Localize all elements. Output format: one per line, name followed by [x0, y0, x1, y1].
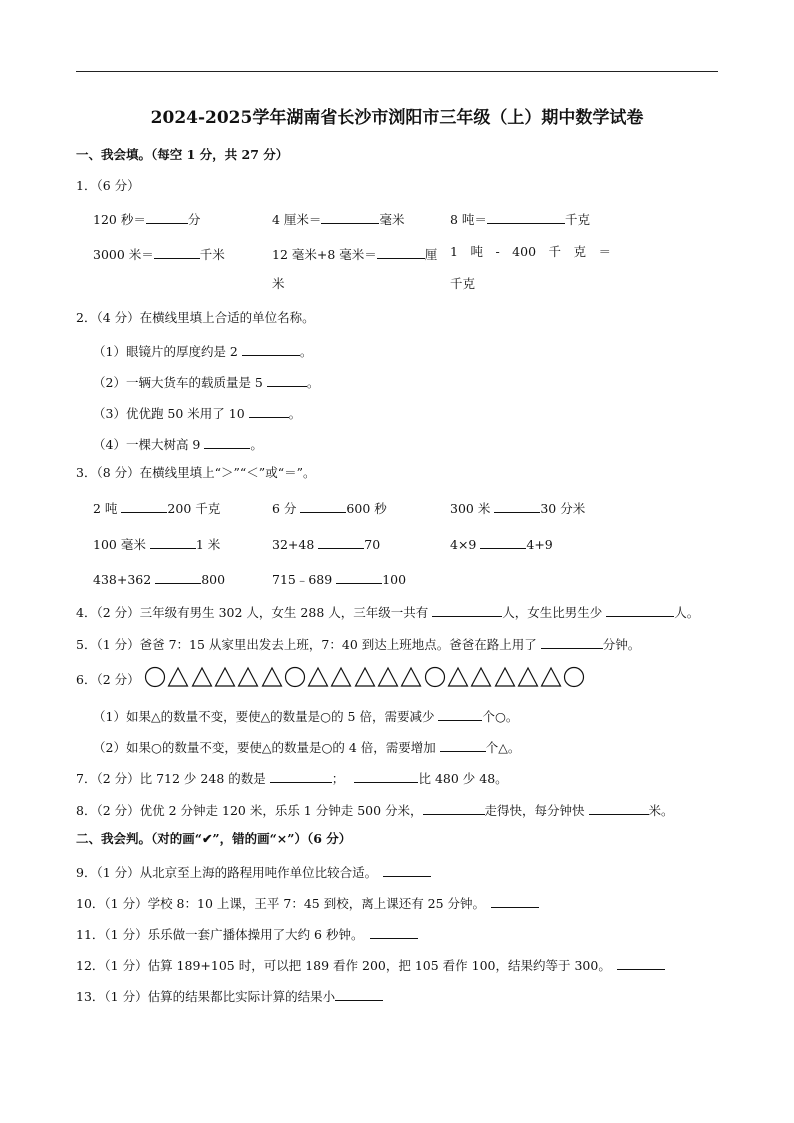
answer-blank[interactable] — [150, 536, 196, 549]
answer-blank[interactable] — [383, 864, 431, 877]
answer-blank[interactable] — [606, 604, 674, 617]
q3-item: 32+48 70 — [272, 537, 381, 552]
q2-item-1: （1）眼镜片的厚度约是 2 。 — [93, 344, 313, 359]
question-10: 10．（1 分）学校 8：10 上课，王平 7：45 到校，离上课还有 25 分钟。 — [76, 895, 539, 911]
answer-blank[interactable] — [321, 211, 379, 224]
answer-blank[interactable] — [318, 536, 364, 549]
answer-blank[interactable] — [242, 343, 300, 356]
q6-item-1: （1）如果△的数量不变，要使△的数量是○的 5 倍，需要减少 个○。 — [93, 709, 519, 724]
q2-item-2: （2）一辆大货车的载质量是 5 。 — [93, 375, 320, 390]
section-heading-fill: 一、我会填。（每空 1 分，共 27 分） — [76, 147, 289, 162]
triangle-shape — [261, 666, 283, 688]
triangle-shape — [470, 666, 492, 688]
q1-item-d: 3000 米＝ 千米 — [93, 247, 225, 262]
answer-blank[interactable] — [336, 571, 382, 584]
question-3-head: 3．（8 分）在横线里填上“＞”“＜”或“＝”。 — [76, 465, 316, 480]
triangle-shape — [447, 666, 469, 688]
triangle-shape — [167, 666, 189, 688]
answer-blank[interactable] — [541, 636, 603, 649]
question-9: 9．（1 分）从北京至上海的路程用吨作单位比较合适。 — [76, 864, 431, 880]
q3-item: 300 米 30 分米 — [450, 501, 586, 516]
question-5: 5．（1 分）爸爸 7：15 从家里出发去上班，7：40 到达上班地点。爸爸在路上用了 分钟。 — [76, 637, 641, 652]
answer-blank[interactable] — [155, 571, 201, 584]
question-12: 12．（1 分）估算 189+105 时，可以把 189 看作 200，把 105 看作 100，结果约等于 300。 — [76, 957, 665, 973]
question-6-head: 6．（2 分） — [76, 672, 140, 687]
answer-blank[interactable] — [377, 246, 425, 259]
question-7: 7．（2 分）比 712 少 248 的数是 ； 比 480 少 48。 — [76, 771, 508, 786]
q3-item: 100 毫米 1 米 — [93, 537, 221, 552]
answer-blank[interactable] — [432, 604, 502, 617]
answer-blank[interactable] — [438, 708, 482, 721]
answer-blank[interactable] — [494, 500, 540, 513]
page-title: 2024-2025学年湖南省长沙市浏阳市三年级（上）期中数学试卷 — [150, 108, 644, 128]
triangle-shape — [377, 666, 399, 688]
circle-shape — [284, 666, 306, 688]
answer-blank[interactable] — [121, 500, 167, 513]
q1-item-e: 12 毫米+8 毫米＝ 厘 — [272, 247, 438, 262]
q6-item-2: （2）如果○的数量不变，要使△的数量是○的 4 倍，需要增加 个△。 — [93, 740, 521, 755]
q3-item: 4×9 4+9 — [450, 537, 553, 552]
question-1-head: 1．（6 分） — [76, 178, 140, 193]
circle-shape — [563, 666, 585, 688]
answer-blank[interactable] — [270, 770, 332, 783]
q1-item-e-unit: 米 — [272, 276, 285, 291]
triangle-shape — [540, 666, 562, 688]
q1-item-c: 8 吨＝ 千克 — [450, 212, 590, 227]
question-8: 8．（2 分）优优 2 分钟走 120 米，乐乐 1 分钟走 500 分米， 走得快，每分钟快 米。 — [76, 803, 674, 818]
triangle-shape — [354, 666, 376, 688]
section-heading-judge: 二、我会判。（对的画“✔”，错的画“×”）（6 分） — [76, 831, 352, 846]
question-2-head: 2．（4 分）在横线里填上合适的单位名称。 — [76, 310, 315, 325]
answer-blank[interactable] — [335, 988, 383, 1001]
header-rule — [76, 71, 718, 72]
q3-item: 438+362 800 — [93, 572, 226, 587]
answer-blank[interactable] — [267, 374, 307, 387]
question-13: 13．（1 分）估算的结果都比实际计算的结果小 — [76, 988, 383, 1004]
q2-item-3: （3）优优跑 50 米用了 10 。 — [93, 406, 302, 421]
triangle-shape — [237, 666, 259, 688]
q1-item-f-unit: 千克 — [450, 276, 476, 291]
triangle-shape — [214, 666, 236, 688]
triangle-shape — [494, 666, 516, 688]
circle-shape — [144, 666, 166, 688]
answer-blank[interactable] — [480, 536, 526, 549]
answer-blank[interactable] — [423, 802, 485, 815]
answer-blank[interactable] — [249, 405, 289, 418]
q1-item-b: 4 厘米＝ 毫米 — [272, 212, 405, 227]
triangle-shape — [330, 666, 352, 688]
answer-blank[interactable] — [370, 926, 418, 939]
answer-blank[interactable] — [589, 802, 649, 815]
triangle-shape — [400, 666, 422, 688]
answer-blank[interactable] — [440, 739, 486, 752]
circle-shape — [424, 666, 446, 688]
q1-item-a: 120 秒＝ 分 — [93, 212, 201, 227]
answer-blank[interactable] — [354, 770, 418, 783]
q3-item: 2 吨 200 千克 — [93, 501, 221, 516]
triangle-shape — [191, 666, 213, 688]
question-4: 4．（2 分）三年级有男生 302 人，女生 288 人，三年级一共有 人，女生比男生少 人。 — [76, 605, 700, 620]
q2-item-4: （4）一棵大树高 9 。 — [93, 437, 263, 452]
triangle-shape — [307, 666, 329, 688]
answer-blank[interactable] — [491, 895, 539, 908]
answer-blank[interactable] — [617, 957, 665, 970]
triangle-shape — [517, 666, 539, 688]
answer-blank[interactable] — [300, 500, 346, 513]
q3-item: 6 分 600 秒 — [272, 501, 387, 516]
answer-blank[interactable] — [487, 211, 565, 224]
answer-blank[interactable] — [146, 211, 188, 224]
q3-item: 715﹣689 100 — [272, 572, 407, 587]
question-11: 11．（1 分）乐乐做一套广播体操用了大约 6 秒钟。 — [76, 926, 418, 942]
answer-blank[interactable] — [204, 436, 250, 449]
answer-blank[interactable] — [154, 246, 200, 259]
q1-item-f: 1 吨 - 400 千 克 ＝ — [450, 244, 612, 259]
